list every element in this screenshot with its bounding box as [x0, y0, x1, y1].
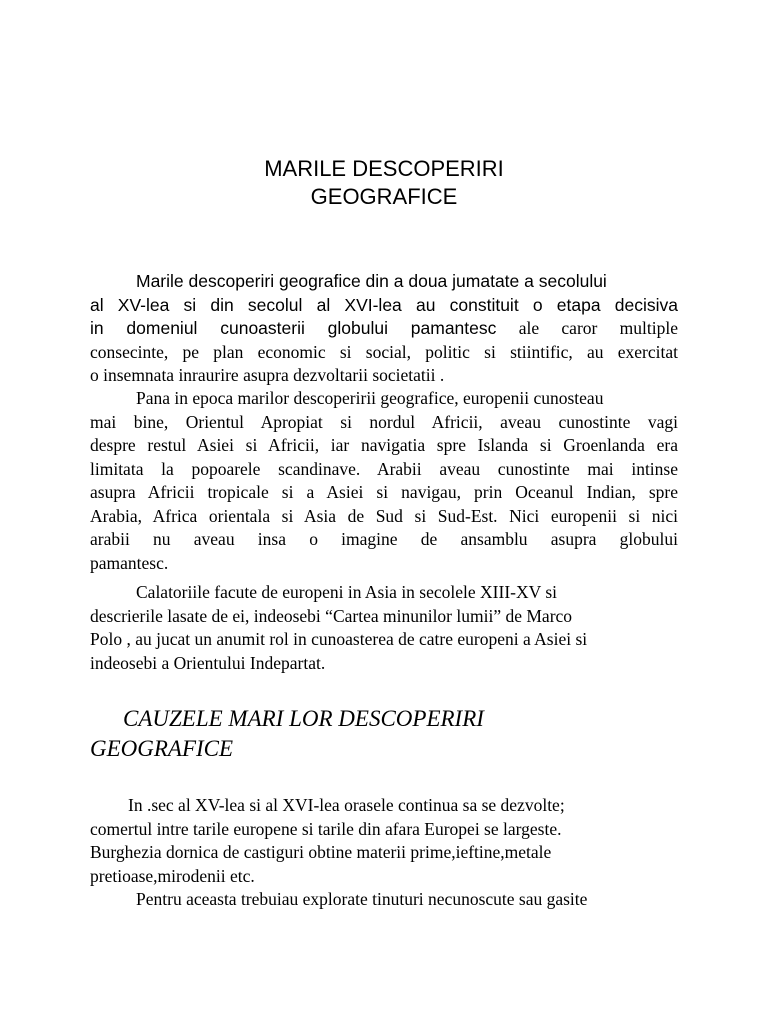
paragraph-3-line-2: descrierile lasate de ei, indeosebi “Cartea minunilor lumii” de Marco [90, 605, 573, 626]
paragraph-2-line-5: asupra Africii tropicale si a Asiei si navigau, prin Oceanul Indian, spre [90, 482, 678, 502]
paragraph-3-line-3: Polo , au jucat un anumit rol in cunoasterea de catre europeni a Asiei si [90, 629, 588, 649]
paragraph-2-line-7: arabii nu aveau insa o imagine de ansamblu asupra globului [90, 529, 678, 549]
paragraph-4-line-3: Burghezia dornica de castiguri obtine materii prime,ieftine,metale [90, 842, 552, 862]
paragraph-4-line-5: Pentru aceasta trebuiau explorate tinuturi necunoscute sau gasite [136, 889, 588, 909]
paragraph-2 [90, 387, 678, 575]
paragraph-3 [90, 581, 678, 675]
paragraph-2-line-1: Pana in epoca marilor descoperirii geografice, europenii cunosteau [136, 388, 604, 408]
paragraph-4 [90, 794, 678, 912]
paragraph-1-line-4: consecinte, pe plan economic si social, politic si stiintific, au exercitat [90, 341, 678, 362]
paragraph-1 [90, 270, 678, 388]
paragraph-1-line-3b: ale caror multiple [496, 318, 678, 338]
document-title [0, 155, 768, 211]
paragraph-1-line-5: o insemnata inraurire asupra dezvoltarii societatii . [90, 365, 445, 385]
section-heading [90, 704, 690, 764]
paragraph-1-line-3 [90, 317, 678, 341]
paragraph-4-line-2: comertul intre tarile europene si tarile din afara Europei se largeste. [90, 818, 562, 839]
title-line-2: GEOGRAFICE [310, 184, 458, 209]
paragraph-1-line-2: al XV-lea si din secolul al XVI-lea au constituit o etapa decisiva [90, 294, 678, 315]
paragraph-2-line-6: Arabia, Africa orientala si Asia de Sud si Sud-Est. Nici europenii si nici [90, 505, 678, 526]
paragraph-3-line-1: Calatoriile facute de europeni in Asia in secolele XIII-XV si [136, 582, 557, 602]
section-heading-line-1: CAUZELE MARI LOR DESCOPERIRI [123, 706, 484, 731]
paragraph-3-line-4: indeosebi a Orientului Indepartat. [90, 652, 326, 673]
paragraph-1-line-3a: in domeniul cunoasterii globului pamantesc [90, 318, 497, 338]
paragraph-1-line-1: Marile descoperiri geografice din a doua jumatate a secolului [136, 271, 607, 291]
paragraph-2-line-4: limitata la popoarele scandinave. Arabii aveau cunostinte mai intinse [90, 458, 678, 479]
paragraph-2-line-3: despre restul Asiei si Africii, iar navigatia spre Islanda si Groenlanda era [90, 435, 678, 455]
paragraph-2-line-8: pamantesc. [90, 552, 169, 573]
paragraph-4-line-4: pretioase,mirodenii etc. [90, 865, 255, 886]
section-heading-line-2: GEOGRAFICE [90, 736, 234, 761]
paragraph-4-line-1: In .sec al XV-lea si al XVI-lea orasele continua sa se dezvolte; [128, 795, 565, 815]
title-line-1: MARILE DESCOPERIRI [264, 156, 504, 181]
paragraph-2-line-2: mai bine, Orientul Apropiat si nordul Africii, aveau cunostinte vagi [90, 411, 678, 432]
